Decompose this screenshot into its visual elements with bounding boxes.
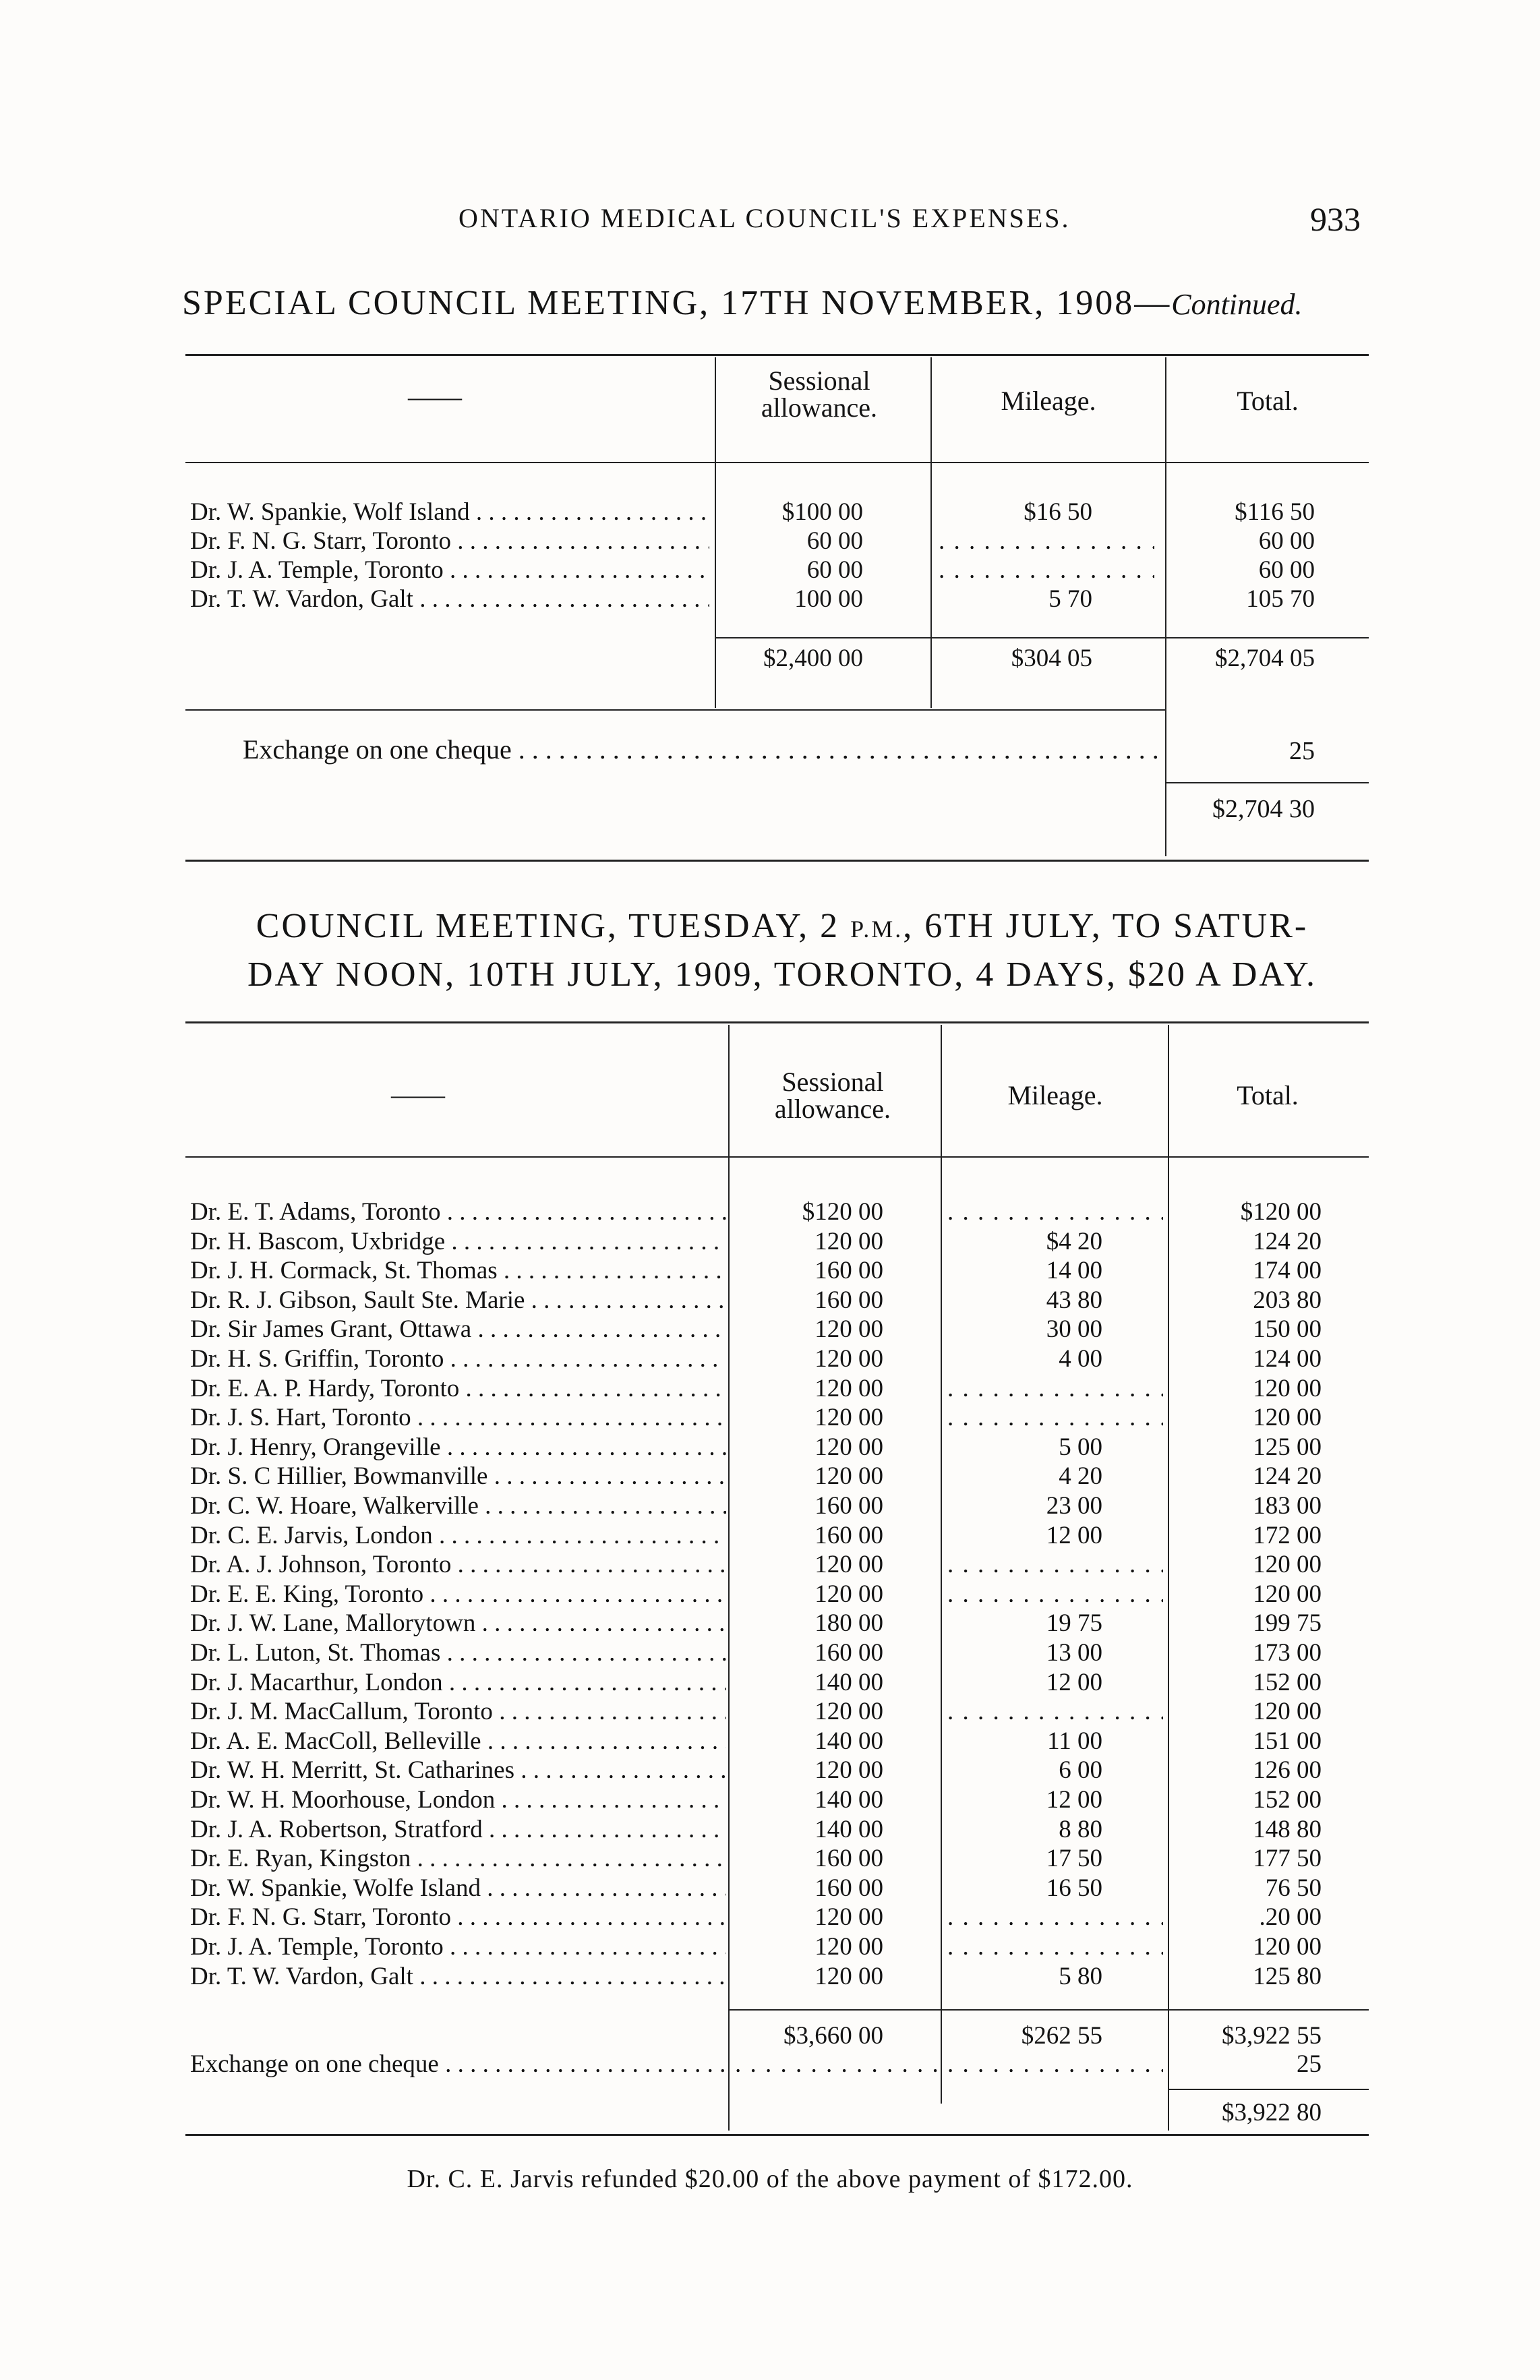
council-grand-total-row <box>0 2098 1540 2127</box>
table-row <box>0 1256 1540 1285</box>
row-name: Dr. F. N. G. Starr, Toronto . . . <box>190 1903 726 1932</box>
rule <box>1165 782 1369 783</box>
row-mileage: 30 00 <box>1046 1315 1102 1344</box>
grand-total: $3,922 80 <box>1222 2099 1322 2126</box>
row-total: 173 00 <box>1253 1639 1322 1667</box>
table-row <box>0 1727 1540 1756</box>
row-name: Dr. L. Luton, St. Thomas . . . <box>190 1638 726 1667</box>
row-total: 120 00 <box>1253 1374 1322 1402</box>
row-total: 60 00 <box>1258 527 1315 555</box>
table-row <box>0 556 1540 585</box>
row-name: Dr. E. A. P. Hardy, Toronto . . . <box>190 1374 726 1403</box>
exchange-label: Exchange on one cheque . . . <box>243 734 1160 765</box>
row-mileage: 16 50 <box>1046 1874 1102 1902</box>
row-sessional: 120 00 <box>815 1374 883 1402</box>
table-row <box>0 1344 1540 1373</box>
row-sessional: 120 00 <box>815 1433 883 1461</box>
row-mileage: 23 00 <box>1046 1492 1102 1520</box>
table-row <box>0 1403 1540 1432</box>
row-sessional: 120 00 <box>815 1698 883 1726</box>
row-sessional: 160 00 <box>815 1874 883 1902</box>
table-row <box>0 1315 1540 1344</box>
table-row <box>0 1962 1540 1991</box>
row-total: 172 00 <box>1253 1521 1322 1549</box>
row-total: 125 80 <box>1253 1962 1322 1990</box>
row-name: Dr. E. E. King, Toronto . . . <box>190 1580 726 1609</box>
exchange-label: Exchange on one cheque . . . <box>190 2050 726 2079</box>
total-total: $3,922 55 <box>1222 2022 1322 2050</box>
row-name: Dr. W. H. Merritt, St. Catharines . . . <box>190 1756 726 1785</box>
table-row <box>0 1638 1540 1667</box>
subtotal-rule <box>715 637 1369 638</box>
row-total: 177 50 <box>1253 1845 1322 1873</box>
row-name: Dr. Sir James Grant, Ottawa . . . <box>190 1315 726 1344</box>
row-total: 152 00 <box>1253 1786 1322 1814</box>
total-mileage: $262 55 <box>1021 2022 1102 2050</box>
council-title-line1 <box>182 903 1382 952</box>
council-meeting-title <box>182 903 1382 998</box>
leader-dots <box>947 1550 1163 1579</box>
row-name: Dr. F. N. G. Starr, Toronto . . . <box>190 527 709 556</box>
row-name: Dr. H. Bascom, Uxbridge . . . <box>190 1227 726 1256</box>
page-number: 933 <box>1310 200 1361 238</box>
table-top-rule <box>185 354 1369 356</box>
row-name: Dr. T. W. Vardon, Galt . . . <box>190 1962 726 1991</box>
table-row <box>0 1433 1540 1462</box>
table-row <box>0 1491 1540 1520</box>
row-sessional: 160 00 <box>815 1521 883 1549</box>
row-name: Dr. J. S. Hart, Toronto . . . <box>190 1403 726 1432</box>
table-row <box>0 1844 1540 1873</box>
row-name: Dr. J. Macarthur, London . . . <box>190 1668 726 1697</box>
row-mileage: 12 00 <box>1046 1786 1102 1814</box>
rule <box>1168 2089 1369 2090</box>
row-sessional: 140 00 <box>815 1786 883 1814</box>
row-total: 120 00 <box>1253 1404 1322 1432</box>
row-sessional: 160 00 <box>815 1257 883 1285</box>
leader-dots <box>947 1697 1163 1726</box>
row-mileage: 4 00 <box>1059 1345 1102 1373</box>
row-total: 76 50 <box>1265 1874 1322 1902</box>
row-mileage: 8 80 <box>1059 1815 1102 1843</box>
row-sessional: 140 00 <box>815 1727 883 1755</box>
header-rule <box>185 462 1369 463</box>
leader-dots <box>947 1580 1163 1609</box>
row-name: Dr. J. H. Cormack, St. Thomas . . . <box>190 1256 726 1285</box>
header-sessional-line1: Sessional <box>781 1067 884 1097</box>
header-rule <box>185 1156 1369 1158</box>
row-mileage: 12 00 <box>1046 1521 1102 1549</box>
header-total: Total. <box>1237 386 1299 416</box>
table-row <box>0 1374 1540 1403</box>
row-name: Dr. J. A. Robertson, Stratford . . . <box>190 1815 726 1844</box>
total-total: $2,704 05 <box>1215 645 1315 672</box>
row-sessional: 120 00 <box>815 1315 883 1344</box>
total-sessional: $3,660 00 <box>783 2022 883 2050</box>
table-row <box>0 1609 1540 1638</box>
row-total: $120 00 <box>1240 1198 1322 1226</box>
table-row <box>0 527 1540 556</box>
row-sessional: 160 00 <box>815 1492 883 1520</box>
row-total: 174 00 <box>1253 1257 1322 1285</box>
leader-dots <box>947 1403 1163 1432</box>
table-row <box>0 1197 1540 1226</box>
table-row <box>0 1286 1540 1315</box>
row-mileage: $4 20 <box>1046 1227 1102 1255</box>
table-row <box>0 585 1540 614</box>
leader-dots <box>939 556 1154 585</box>
council-title-line2: DAY NOON, 10TH JULY, 1909, TORONTO, 4 DAYS, $20 A DAY. <box>247 955 1317 994</box>
row-total: 120 00 <box>1253 1698 1322 1726</box>
row-name: Dr. J. A. Temple, Toronto . . . <box>190 556 709 585</box>
row-name: Dr. T. W. Vardon, Galt . . . <box>190 585 709 614</box>
table-top-rule <box>185 1021 1369 1023</box>
header-mileage: Mileage. <box>1007 1080 1103 1110</box>
row-total: 150 00 <box>1253 1315 1322 1344</box>
row-total: $116 50 <box>1235 498 1315 526</box>
row-sessional: $120 00 <box>802 1198 883 1226</box>
row-sessional: 120 00 <box>815 1933 883 1961</box>
row-mileage: 43 80 <box>1046 1286 1102 1314</box>
row-sessional: 120 00 <box>815 1756 883 1785</box>
header-sessional-line1: Sessional <box>768 365 870 396</box>
table-bottom-rule <box>185 2134 1369 2136</box>
row-mileage: 12 00 <box>1046 1668 1102 1696</box>
row-sessional: 120 00 <box>815 1462 883 1491</box>
row-mileage: $16 50 <box>1024 498 1092 526</box>
council-title-part2: , 6TH JULY, TO SATUR- <box>903 907 1309 945</box>
row-name: Dr. J. W. Lane, Mallorytown . . . <box>190 1609 726 1638</box>
row-name: Dr. H. S. Griffin, Toronto . . . <box>190 1344 726 1373</box>
row-total: 105 70 <box>1246 585 1315 613</box>
row-sessional: 140 00 <box>815 1668 883 1696</box>
row-mileage: 5 70 <box>1048 585 1092 613</box>
row-mileage: 13 00 <box>1046 1639 1102 1667</box>
row-name: Dr. S. C Hillier, Bowmanville . . . <box>190 1462 726 1491</box>
leader-dots <box>947 1197 1163 1226</box>
header-sessional-line2: allowance. <box>761 392 878 423</box>
row-mileage: 5 00 <box>1059 1433 1102 1461</box>
row-mileage: 5 80 <box>1059 1962 1102 1990</box>
row-name: Dr. R. J. Gibson, Sault Ste. Marie . . . <box>190 1286 726 1315</box>
row-total: 120 00 <box>1253 1933 1322 1961</box>
row-total: 183 00 <box>1253 1492 1322 1520</box>
row-name: Dr. C. E. Jarvis, London . . . <box>190 1521 726 1550</box>
row-sessional: 120 00 <box>815 1962 883 1990</box>
row-total: 124 20 <box>1253 1227 1322 1255</box>
footnote: Dr. C. E. Jarvis refunded $20.00 of the above payment of $172.00. <box>407 2165 1133 2193</box>
table-row <box>0 1227 1540 1256</box>
council-title-pm: P.M. <box>850 916 904 943</box>
council-title-part1: COUNCIL MEETING, TUESDAY, 2 <box>256 907 840 945</box>
row-total: 120 00 <box>1253 1551 1322 1579</box>
row-total: 126 00 <box>1253 1756 1322 1785</box>
row-mileage: 17 50 <box>1046 1845 1102 1873</box>
leader-dots <box>947 1903 1163 1932</box>
header-mileage: Mileage. <box>1001 386 1096 416</box>
row-sessional: 120 00 <box>815 1404 883 1432</box>
table-row <box>0 1521 1540 1550</box>
grand-total: $2,704 30 <box>1212 795 1315 823</box>
row-sessional: 120 00 <box>815 1551 883 1579</box>
leader-dots <box>939 527 1154 556</box>
table-row <box>0 1903 1540 1932</box>
leader-dots <box>735 2050 937 2079</box>
subtotal-rule <box>728 2009 1369 2011</box>
council-exchange-row <box>0 2050 1540 2079</box>
row-sessional: 140 00 <box>815 1815 883 1843</box>
row-mileage: 14 00 <box>1046 1257 1102 1285</box>
row-total: 120 00 <box>1253 1580 1322 1608</box>
row-sessional: 60 00 <box>806 556 863 584</box>
leader-dots <box>947 1932 1163 1961</box>
row-sessional: 120 00 <box>815 1227 883 1255</box>
council-totals-row <box>0 2021 1540 2050</box>
table-row <box>0 1815 1540 1844</box>
row-sessional: 160 00 <box>815 1639 883 1667</box>
table-row <box>0 1785 1540 1814</box>
table-row <box>0 1697 1540 1726</box>
header-sessional <box>732 1069 934 1123</box>
leader-dots <box>947 1374 1163 1403</box>
leader-dots <box>947 2050 1163 2079</box>
row-total: 124 00 <box>1253 1345 1322 1373</box>
exchange-line <box>243 734 1160 765</box>
running-head <box>0 202 1540 243</box>
row-total: .20 00 <box>1259 1903 1322 1932</box>
row-name: Dr. E. T. Adams, Toronto . . . <box>190 1197 726 1226</box>
row-name: Dr. J. A. Temple, Toronto . . . <box>190 1932 726 1961</box>
total-mileage: $304 05 <box>1011 645 1092 672</box>
row-sessional: $100 00 <box>781 498 863 526</box>
row-name: Dr. C. W. Hoare, Walkerville . . . <box>190 1491 726 1520</box>
row-total: 151 00 <box>1253 1727 1322 1755</box>
row-total: 60 00 <box>1258 556 1315 584</box>
row-name: Dr. W. Spankie, Wolfe Island . . . <box>190 1874 726 1903</box>
row-sessional: 120 00 <box>815 1903 883 1932</box>
special-meeting-title-continued: Continued. <box>1171 288 1303 321</box>
table-row <box>0 1550 1540 1579</box>
row-name: Dr. W. H. Moorhouse, London . . . <box>190 1785 726 1814</box>
row-sessional: 100 00 <box>794 585 863 613</box>
row-sessional: 180 00 <box>815 1609 883 1638</box>
header-name-dash: —— <box>408 382 462 412</box>
row-total: 203 80 <box>1253 1286 1322 1314</box>
table-bottom-rule <box>185 860 1369 862</box>
table-row <box>0 498 1540 527</box>
exchange-value: 25 <box>1289 737 1315 765</box>
table-row <box>0 1874 1540 1903</box>
table-row <box>0 1462 1540 1491</box>
row-sessional: 160 00 <box>815 1286 883 1314</box>
row-name: Dr. J. M. MacCallum, Toronto . . . <box>190 1697 726 1726</box>
row-name: Dr. J. Henry, Orangeville . . . <box>190 1433 726 1462</box>
special-meeting-title <box>182 283 1382 323</box>
table-row <box>0 1932 1540 1961</box>
row-total: 199 75 <box>1253 1609 1322 1638</box>
row-total: 152 00 <box>1253 1668 1322 1696</box>
row-name: Dr. A. J. Johnson, Toronto . . . <box>190 1550 726 1579</box>
row-name: Dr. A. E. MacColl, Belleville . . . <box>190 1727 726 1756</box>
rule <box>185 709 1166 711</box>
header-total: Total. <box>1237 1080 1299 1110</box>
header-name-dash: —— <box>391 1079 445 1110</box>
row-sessional: 60 00 <box>806 527 863 555</box>
row-mileage: 19 75 <box>1046 1609 1102 1638</box>
row-mileage: 4 20 <box>1059 1462 1102 1491</box>
special-totals-row <box>0 644 1540 673</box>
row-total: 125 00 <box>1253 1433 1322 1461</box>
row-name: Dr. E. Ryan, Kingston . . . <box>190 1844 726 1873</box>
row-sessional: 160 00 <box>815 1845 883 1873</box>
row-total: 124 20 <box>1253 1462 1322 1491</box>
row-mileage: 11 00 <box>1047 1727 1102 1755</box>
row-sessional: 120 00 <box>815 1580 883 1608</box>
row-mileage: 6 00 <box>1059 1756 1102 1785</box>
row-total: 148 80 <box>1253 1815 1322 1843</box>
table-row <box>0 1756 1540 1785</box>
special-meeting-title-text: SPECIAL COUNCIL MEETING, 17TH NOVEMBER, 1908— <box>182 284 1172 322</box>
row-name: Dr. W. Spankie, Wolf Island . . . <box>190 498 709 527</box>
total-sessional: $2,400 00 <box>763 645 863 672</box>
header-sessional <box>718 367 920 421</box>
table-row <box>0 1580 1540 1609</box>
row-sessional: 120 00 <box>815 1345 883 1373</box>
running-head-title: ONTARIO MEDICAL COUNCIL'S EXPENSES. <box>458 203 1071 233</box>
header-sessional-line2: allowance. <box>774 1094 891 1124</box>
table-row <box>0 1668 1540 1697</box>
exchange-value: 25 <box>1297 2050 1322 2078</box>
